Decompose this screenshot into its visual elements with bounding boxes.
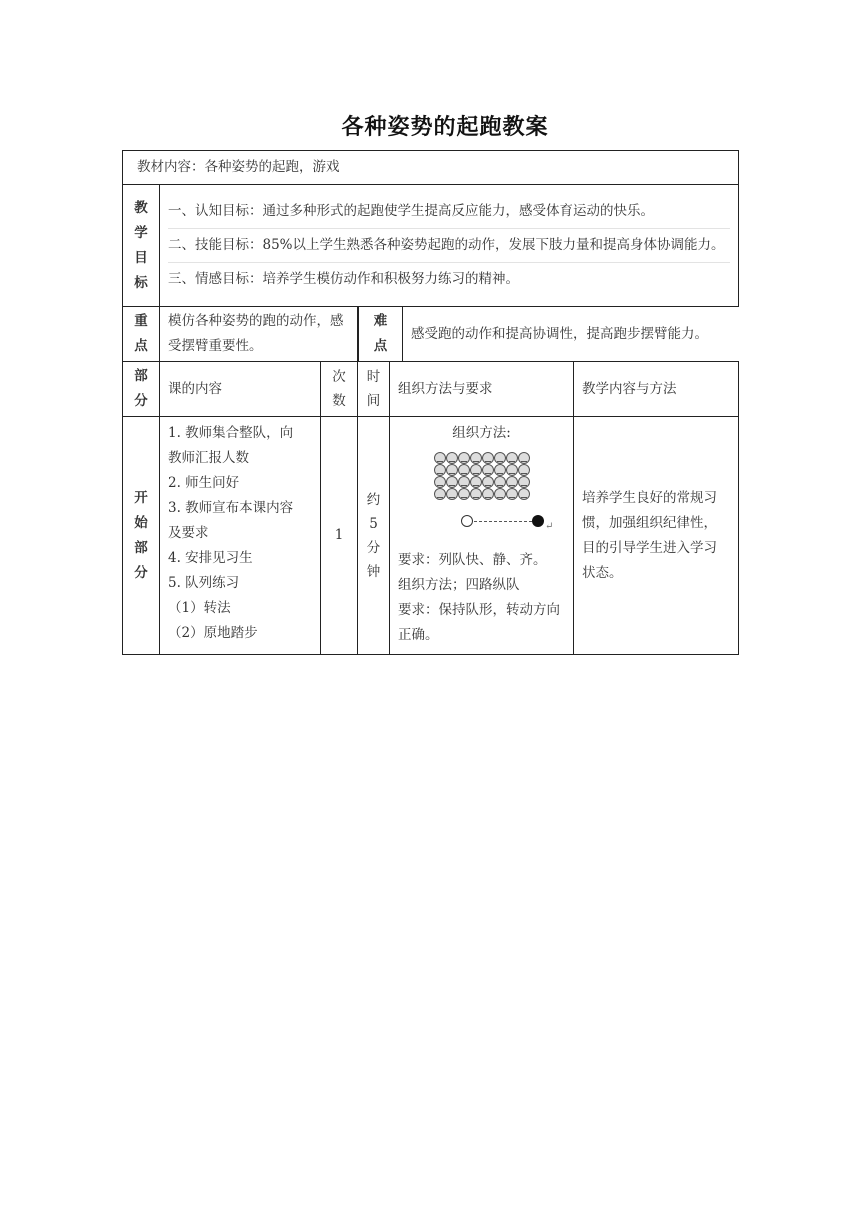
key-point-text: 模仿各种姿势的跑的动作，感受摆臂重要性。 [160, 307, 358, 362]
org-requirement: 要求：列队快、静、齐。 [398, 552, 547, 568]
student-icon [518, 452, 530, 464]
list-item: （1）转法 [168, 600, 231, 616]
goals-row [123, 185, 739, 307]
student-icon [470, 488, 482, 500]
student-icon [470, 452, 482, 464]
student-icon [482, 476, 494, 488]
header-row [123, 362, 739, 417]
header-part: 部 分 [123, 362, 160, 417]
start-times: 1 [321, 417, 358, 655]
paragraph-mark-icon: ↵ [545, 521, 554, 532]
student-formation [434, 452, 530, 500]
student-icon [482, 488, 494, 500]
document-title: 各种姿势的起跑教案 [341, 115, 549, 140]
start-section-row [123, 417, 739, 655]
org-requirement-2: 要求：保持队形，转动方向正确。 [398, 602, 560, 643]
header-duration: 时 间 [358, 362, 390, 417]
content-row [123, 151, 739, 185]
org-method: 组织方法；四路纵队 [398, 577, 520, 593]
student-icon [446, 452, 458, 464]
student-icon [458, 488, 470, 500]
header-organization: 组织方法与要求 [390, 362, 574, 417]
student-icon [506, 452, 518, 464]
start-organization [390, 417, 574, 655]
goal-item-emotion: 三、情感目标：培养学生模仿动作和积极努力练习的精神。 [168, 271, 519, 287]
list-item: 5. 队列练习 [168, 575, 240, 591]
student-icon [434, 464, 446, 476]
student-icon [494, 488, 506, 500]
header-times: 次 数 [321, 362, 358, 417]
student-icon [506, 476, 518, 488]
org-title: 组织方法: [452, 425, 511, 441]
goals-cell [160, 185, 739, 307]
list-item: 及要求 [168, 525, 209, 541]
student-icon [518, 476, 530, 488]
list-item: （2）原地踏步 [168, 625, 258, 641]
key-points-row [123, 307, 739, 362]
header-content: 课的内容 [160, 362, 321, 417]
goal-item-cognitive: 一、认知目标：通过多种形式的起跑使学生提高反应能力，感受体育运动的快乐。 [168, 195, 730, 229]
student-icon [470, 464, 482, 476]
student-icon [494, 464, 506, 476]
student-icon [482, 464, 494, 476]
filled-circle-icon [532, 515, 544, 527]
start-teaching: 培养学生良好的常规习惯，加强组织纪律性，目的引导学生进入学习状态。 [574, 417, 739, 655]
content-cell: 教材内容：各种姿势的起跑，游戏 [123, 151, 739, 185]
difficulty-text: 感受跑的动作和提高协调性，提高跑步摆臂能力。 [403, 307, 739, 361]
start-duration: 约 5 分 钟 [358, 417, 390, 655]
student-icon [494, 452, 506, 464]
student-icon [458, 452, 470, 464]
student-icon [446, 464, 458, 476]
student-icon [446, 476, 458, 488]
difficulty-wrapper [358, 307, 739, 362]
key-point-label: 重 点 [123, 307, 160, 362]
student-icon [482, 452, 494, 464]
student-icon [470, 476, 482, 488]
goal-item-skill: 二、技能目标：85%以上学生熟悉各种姿势起跑的动作，发展下肢力量和提高身体协调能力。 [168, 229, 730, 263]
start-part-label: 开 始 部 分 [123, 417, 160, 655]
difficulty-label: 难 点 [359, 307, 403, 361]
list-item: 1. 教师集合整队，向 [168, 425, 294, 441]
student-icon [458, 476, 470, 488]
student-icon [434, 452, 446, 464]
start-content [160, 417, 321, 655]
student-icon [506, 464, 518, 476]
lesson-plan-table [122, 150, 739, 655]
goals-label: 教 学 目 标 [123, 185, 160, 307]
dashed-line [474, 521, 532, 522]
formation-diagram [398, 446, 565, 548]
list-item: 教师汇报人数 [168, 450, 249, 466]
student-icon [434, 488, 446, 500]
student-icon [446, 488, 458, 500]
open-circle-icon [461, 515, 473, 527]
list-item: 4. 安排见习生 [168, 550, 253, 566]
student-icon [506, 488, 518, 500]
header-teaching: 教学内容与方法 [574, 362, 739, 417]
list-item: 3. 教师宣布本课内容 [168, 500, 294, 516]
student-icon [518, 488, 530, 500]
student-icon [494, 476, 506, 488]
student-icon [518, 464, 530, 476]
student-icon [458, 464, 470, 476]
student-icon [434, 476, 446, 488]
list-item: 2. 师生问好 [168, 475, 240, 491]
